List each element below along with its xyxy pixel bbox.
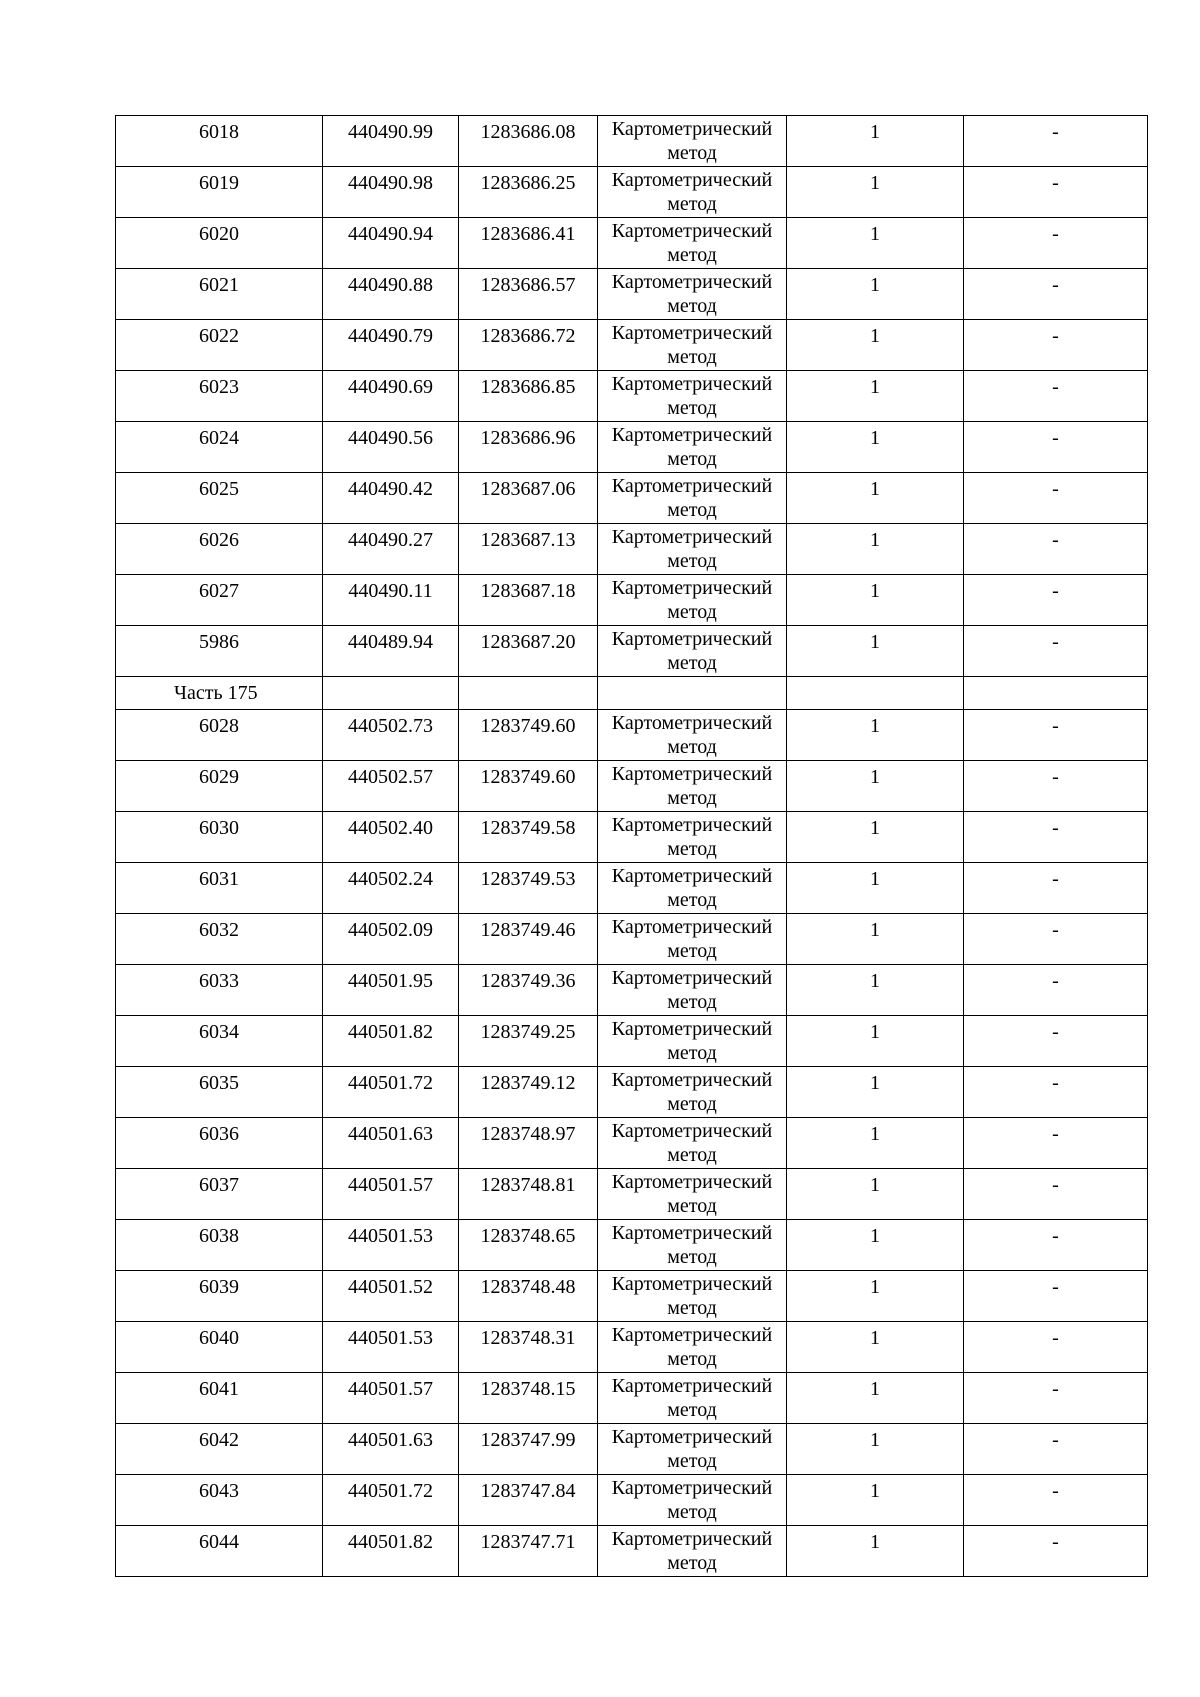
y-coordinate-cell: 1283747.84: [459, 1475, 598, 1526]
method-cell: [598, 626, 787, 677]
method-cell: [598, 524, 787, 575]
point-row: [116, 1220, 1148, 1271]
method-cell: [598, 1526, 787, 1577]
method-text-line1: Картометрический: [611, 628, 773, 650]
point-id-cell: 6031: [116, 863, 323, 914]
accuracy-cell: 1: [787, 1322, 964, 1373]
point-id-cell: 6035: [116, 1067, 323, 1118]
method-cell: [598, 761, 787, 812]
point-row: [116, 1067, 1148, 1118]
method-text-line2: метод: [667, 1144, 717, 1166]
point-row: [116, 524, 1148, 575]
point-row: [116, 710, 1148, 761]
note-cell: -: [964, 218, 1148, 269]
method-text-line2: метод: [667, 346, 717, 368]
point-id-cell: 6027: [116, 575, 323, 626]
accuracy-cell: 1: [787, 116, 964, 167]
method-text-line2: метод: [667, 550, 717, 572]
x-coordinate-cell: 440490.99: [323, 116, 459, 167]
point-id-cell: 6041: [116, 1373, 323, 1424]
accuracy-cell: 1: [787, 218, 964, 269]
y-coordinate-cell: 1283687.13: [459, 524, 598, 575]
x-coordinate-cell: 440502.57: [323, 761, 459, 812]
method-text-line1: Картометрический: [611, 373, 773, 395]
method-text-line2: метод: [667, 1399, 717, 1421]
y-coordinate-cell: 1283749.12: [459, 1067, 598, 1118]
method-cell: [598, 575, 787, 626]
note-cell: -: [964, 812, 1148, 863]
x-coordinate-cell: 440501.52: [323, 1271, 459, 1322]
empty-cell: [598, 677, 787, 710]
method-text-line1: Картометрический: [611, 271, 773, 293]
accuracy-cell: 1: [787, 761, 964, 812]
note-cell: -: [964, 710, 1148, 761]
note-cell: -: [964, 1118, 1148, 1169]
note-cell: -: [964, 1424, 1148, 1475]
y-coordinate-cell: 1283748.31: [459, 1322, 598, 1373]
method-text-line1: Картометрический: [611, 526, 773, 548]
accuracy-cell: 1: [787, 1424, 964, 1475]
accuracy-cell: 1: [787, 167, 964, 218]
x-coordinate-cell: 440501.53: [323, 1220, 459, 1271]
method-text-line2: метод: [667, 991, 717, 1013]
accuracy-cell: 1: [787, 1016, 964, 1067]
method-text-line2: метод: [667, 1093, 717, 1115]
note-cell: -: [964, 1373, 1148, 1424]
y-coordinate-cell: 1283686.25: [459, 167, 598, 218]
note-cell: -: [964, 1220, 1148, 1271]
method-cell: [598, 1016, 787, 1067]
point-id-cell: 6030: [116, 812, 323, 863]
point-id-cell: 6032: [116, 914, 323, 965]
y-coordinate-cell: 1283749.60: [459, 761, 598, 812]
x-coordinate-cell: 440490.98: [323, 167, 459, 218]
accuracy-cell: 1: [787, 1526, 964, 1577]
point-id-cell: 6033: [116, 965, 323, 1016]
accuracy-cell: 1: [787, 1373, 964, 1424]
x-coordinate-cell: 440490.11: [323, 575, 459, 626]
method-cell: [598, 710, 787, 761]
method-text-line1: Картометрический: [611, 712, 773, 734]
note-cell: -: [964, 863, 1148, 914]
point-row: [116, 575, 1148, 626]
method-text-line1: Картометрический: [611, 220, 773, 242]
y-coordinate-cell: 1283687.06: [459, 473, 598, 524]
point-row: [116, 1271, 1148, 1322]
x-coordinate-cell: 440502.09: [323, 914, 459, 965]
method-cell: [598, 218, 787, 269]
x-coordinate-cell: 440501.57: [323, 1373, 459, 1424]
method-text-line2: метод: [667, 244, 717, 266]
y-coordinate-cell: 1283749.46: [459, 914, 598, 965]
point-row: [116, 1322, 1148, 1373]
method-text-line1: Картометрический: [611, 814, 773, 836]
method-text-line2: метод: [667, 295, 717, 317]
note-cell: -: [964, 965, 1148, 1016]
y-coordinate-cell: 1283686.72: [459, 320, 598, 371]
x-coordinate-cell: 440501.72: [323, 1067, 459, 1118]
y-coordinate-cell: 1283687.20: [459, 626, 598, 677]
point-row: [116, 320, 1148, 371]
method-text-line1: Картометрический: [611, 1120, 773, 1142]
method-text-line2: метод: [667, 940, 717, 962]
y-coordinate-cell: 1283748.97: [459, 1118, 598, 1169]
point-row: [116, 1373, 1148, 1424]
method-text-line2: метод: [667, 1042, 717, 1064]
y-coordinate-cell: 1283686.41: [459, 218, 598, 269]
point-id-cell: 6020: [116, 218, 323, 269]
y-coordinate-cell: 1283748.81: [459, 1169, 598, 1220]
method-text-line2: метод: [667, 601, 717, 623]
method-cell: [598, 1373, 787, 1424]
accuracy-cell: 1: [787, 1475, 964, 1526]
note-cell: -: [964, 167, 1148, 218]
method-cell: [598, 371, 787, 422]
method-cell: [598, 1118, 787, 1169]
x-coordinate-cell: 440501.72: [323, 1475, 459, 1526]
y-coordinate-cell: 1283749.25: [459, 1016, 598, 1067]
point-id-cell: 6038: [116, 1220, 323, 1271]
point-row: [116, 218, 1148, 269]
point-id-cell: 6036: [116, 1118, 323, 1169]
point-row: [116, 1475, 1148, 1526]
point-id-cell: 6037: [116, 1169, 323, 1220]
y-coordinate-cell: 1283748.48: [459, 1271, 598, 1322]
point-row: [116, 116, 1148, 167]
method-text-line2: метод: [667, 397, 717, 419]
note-cell: -: [964, 1475, 1148, 1526]
method-cell: [598, 1424, 787, 1475]
accuracy-cell: 1: [787, 1220, 964, 1271]
method-text-line2: метод: [667, 1450, 717, 1472]
note-cell: -: [964, 761, 1148, 812]
x-coordinate-cell: 440489.94: [323, 626, 459, 677]
point-row: [116, 269, 1148, 320]
method-text-line2: метод: [667, 499, 717, 521]
x-coordinate-cell: 440501.63: [323, 1424, 459, 1475]
method-text-line1: Картометрический: [611, 967, 773, 989]
x-coordinate-cell: 440501.82: [323, 1016, 459, 1067]
accuracy-cell: 1: [787, 269, 964, 320]
note-cell: -: [964, 626, 1148, 677]
method-cell: [598, 269, 787, 320]
point-id-cell: 6029: [116, 761, 323, 812]
method-text-line2: метод: [667, 838, 717, 860]
point-id-cell: 6019: [116, 167, 323, 218]
method-text-line2: метод: [667, 1348, 717, 1370]
accuracy-cell: 1: [787, 1271, 964, 1322]
method-text-line2: метод: [667, 652, 717, 674]
y-coordinate-cell: 1283686.96: [459, 422, 598, 473]
point-id-cell: 6043: [116, 1475, 323, 1526]
method-cell: [598, 1067, 787, 1118]
method-text-line2: метод: [667, 787, 717, 809]
point-id-cell: 6021: [116, 269, 323, 320]
x-coordinate-cell: 440490.94: [323, 218, 459, 269]
point-row: [116, 626, 1148, 677]
coordinates-table-body: [116, 116, 1148, 1577]
method-text-line1: Картометрический: [611, 1222, 773, 1244]
method-text-line2: метод: [667, 142, 717, 164]
method-text-line2: метод: [667, 1501, 717, 1523]
method-text-line1: Картометрический: [611, 763, 773, 785]
x-coordinate-cell: 440501.95: [323, 965, 459, 1016]
accuracy-cell: 1: [787, 1118, 964, 1169]
method-cell: [598, 965, 787, 1016]
point-row: [116, 965, 1148, 1016]
x-coordinate-cell: 440490.42: [323, 473, 459, 524]
y-coordinate-cell: 1283749.36: [459, 965, 598, 1016]
method-cell: [598, 1220, 787, 1271]
method-text-line1: Картометрический: [611, 577, 773, 599]
point-row: [116, 863, 1148, 914]
accuracy-cell: 1: [787, 914, 964, 965]
coordinates-table: [115, 115, 1148, 1577]
method-text-line2: метод: [667, 1195, 717, 1217]
empty-cell: [323, 677, 459, 710]
point-row: [116, 167, 1148, 218]
note-cell: -: [964, 422, 1148, 473]
x-coordinate-cell: 440490.69: [323, 371, 459, 422]
accuracy-cell: 1: [787, 473, 964, 524]
method-text-line1: Картометрический: [611, 916, 773, 938]
method-cell: [598, 167, 787, 218]
method-cell: [598, 422, 787, 473]
method-cell: [598, 320, 787, 371]
method-text-line1: Картометрический: [611, 322, 773, 344]
point-row: [116, 1169, 1148, 1220]
accuracy-cell: 1: [787, 965, 964, 1016]
method-text-line1: Картометрический: [611, 1018, 773, 1040]
note-cell: -: [964, 575, 1148, 626]
x-coordinate-cell: 440501.53: [323, 1322, 459, 1373]
method-text-line1: Картометрический: [611, 118, 773, 140]
note-cell: -: [964, 1271, 1148, 1322]
point-row: [116, 1016, 1148, 1067]
y-coordinate-cell: 1283686.08: [459, 116, 598, 167]
y-coordinate-cell: 1283749.53: [459, 863, 598, 914]
note-cell: -: [964, 914, 1148, 965]
point-row: [116, 1526, 1148, 1577]
method-text-line1: Картометрический: [611, 169, 773, 191]
accuracy-cell: 1: [787, 524, 964, 575]
x-coordinate-cell: 440502.40: [323, 812, 459, 863]
note-cell: -: [964, 320, 1148, 371]
method-text-line1: Картометрический: [611, 1375, 773, 1397]
point-row: [116, 812, 1148, 863]
point-row: [116, 422, 1148, 473]
note-cell: -: [964, 269, 1148, 320]
empty-cell: [964, 677, 1148, 710]
point-id-cell: 6026: [116, 524, 323, 575]
method-cell: [598, 1475, 787, 1526]
method-text-line2: метод: [667, 736, 717, 758]
point-row: [116, 1424, 1148, 1475]
point-id-cell: 6025: [116, 473, 323, 524]
y-coordinate-cell: 1283747.99: [459, 1424, 598, 1475]
point-row: [116, 914, 1148, 965]
accuracy-cell: 1: [787, 626, 964, 677]
point-id-cell: 6018: [116, 116, 323, 167]
point-id-cell: 6044: [116, 1526, 323, 1577]
point-id-cell: 5986: [116, 626, 323, 677]
method-text-line1: Картометрический: [611, 475, 773, 497]
y-coordinate-cell: 1283686.57: [459, 269, 598, 320]
point-id-cell: 6034: [116, 1016, 323, 1067]
method-text-line2: метод: [667, 193, 717, 215]
note-cell: -: [964, 116, 1148, 167]
part-header-row: [116, 677, 1148, 710]
point-row: [116, 761, 1148, 812]
method-text-line1: Картометрический: [611, 1426, 773, 1448]
x-coordinate-cell: 440502.73: [323, 710, 459, 761]
point-id-cell: 6042: [116, 1424, 323, 1475]
method-text-line1: Картометрический: [611, 1528, 773, 1550]
method-cell: [598, 473, 787, 524]
point-id-cell: 6022: [116, 320, 323, 371]
accuracy-cell: 1: [787, 320, 964, 371]
y-coordinate-cell: 1283749.60: [459, 710, 598, 761]
point-id-cell: 6024: [116, 422, 323, 473]
method-cell: [598, 1271, 787, 1322]
y-coordinate-cell: 1283749.58: [459, 812, 598, 863]
y-coordinate-cell: 1283748.15: [459, 1373, 598, 1424]
x-coordinate-cell: 440502.24: [323, 863, 459, 914]
note-cell: -: [964, 1322, 1148, 1373]
point-id-cell: 6028: [116, 710, 323, 761]
y-coordinate-cell: 1283747.71: [459, 1526, 598, 1577]
empty-cell: [787, 677, 964, 710]
note-cell: -: [964, 1067, 1148, 1118]
method-cell: [598, 1169, 787, 1220]
method-cell: [598, 914, 787, 965]
x-coordinate-cell: 440501.57: [323, 1169, 459, 1220]
x-coordinate-cell: 440490.27: [323, 524, 459, 575]
note-cell: -: [964, 371, 1148, 422]
y-coordinate-cell: 1283748.65: [459, 1220, 598, 1271]
point-row: [116, 371, 1148, 422]
method-text-line2: метод: [667, 889, 717, 911]
method-text-line1: Картометрический: [611, 1069, 773, 1091]
point-row: [116, 473, 1148, 524]
accuracy-cell: 1: [787, 863, 964, 914]
method-cell: [598, 863, 787, 914]
point-row: [116, 1118, 1148, 1169]
method-text-line2: метод: [667, 1297, 717, 1319]
empty-cell: [459, 677, 598, 710]
method-text-line1: Картометрический: [611, 1273, 773, 1295]
note-cell: -: [964, 524, 1148, 575]
x-coordinate-cell: 440490.88: [323, 269, 459, 320]
method-cell: [598, 1322, 787, 1373]
part-label-cell: Часть 175: [116, 677, 323, 710]
accuracy-cell: 1: [787, 1067, 964, 1118]
point-id-cell: 6039: [116, 1271, 323, 1322]
method-cell: [598, 812, 787, 863]
note-cell: -: [964, 473, 1148, 524]
method-text-line2: метод: [667, 1246, 717, 1268]
method-text-line2: метод: [667, 448, 717, 470]
y-coordinate-cell: 1283687.18: [459, 575, 598, 626]
accuracy-cell: 1: [787, 575, 964, 626]
note-cell: -: [964, 1169, 1148, 1220]
accuracy-cell: 1: [787, 1169, 964, 1220]
method-cell: [598, 116, 787, 167]
method-text-line2: метод: [667, 1552, 717, 1574]
accuracy-cell: 1: [787, 422, 964, 473]
accuracy-cell: 1: [787, 812, 964, 863]
note-cell: -: [964, 1016, 1148, 1067]
point-id-cell: 6040: [116, 1322, 323, 1373]
method-text-line1: Картометрический: [611, 865, 773, 887]
method-text-line1: Картометрический: [611, 1477, 773, 1499]
note-cell: -: [964, 1526, 1148, 1577]
method-text-line1: Картометрический: [611, 424, 773, 446]
point-id-cell: 6023: [116, 371, 323, 422]
x-coordinate-cell: 440501.63: [323, 1118, 459, 1169]
y-coordinate-cell: 1283686.85: [459, 371, 598, 422]
accuracy-cell: 1: [787, 710, 964, 761]
x-coordinate-cell: 440490.56: [323, 422, 459, 473]
method-text-line1: Картометрический: [611, 1171, 773, 1193]
accuracy-cell: 1: [787, 371, 964, 422]
x-coordinate-cell: 440490.79: [323, 320, 459, 371]
method-text-line1: Картометрический: [611, 1324, 773, 1346]
x-coordinate-cell: 440501.82: [323, 1526, 459, 1577]
